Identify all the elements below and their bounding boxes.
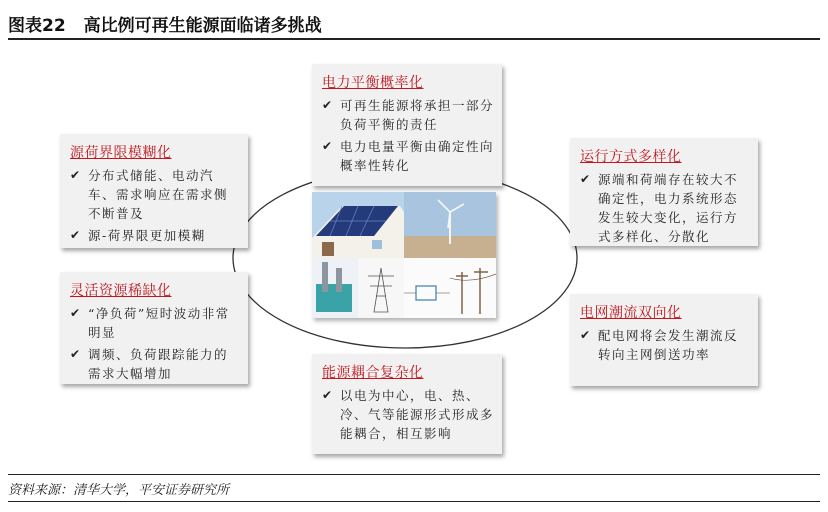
check-icon: ✔ (70, 168, 82, 182)
box-grid-power-flow (570, 294, 758, 386)
energy-illustration (312, 192, 496, 318)
box-title: 能源耦合复杂化 (322, 365, 424, 381)
check-icon: ✔ (70, 306, 82, 320)
check-icon: ✔ (70, 347, 82, 361)
source-text: 资料来源：清华大学，平安证券研究所 (8, 482, 230, 498)
figure-number: 图表22 (8, 15, 66, 36)
box-flexible-resources (60, 272, 248, 384)
box-title: 源荷界限模糊化 (70, 145, 172, 161)
list-item: ✔ 可再生能源将承担一部分负荷平衡的责任 (322, 98, 495, 132)
figure-source (8, 474, 820, 502)
check-icon: ✔ (580, 328, 592, 342)
box-energy-coupling (312, 354, 502, 454)
check-icon: ✔ (70, 228, 82, 242)
list-item: ✔ 源端和荷端存在较大不确定性，电力系统形态发生较大变化，运行方式多样化、分散化 (580, 172, 739, 244)
list-item: ✔ 电力电量平衡由确定性向概率性转化 (322, 139, 495, 173)
list-item: ✔ 源-荷界限更加模糊 (70, 228, 206, 243)
box-operation-mode (570, 138, 758, 246)
box-title: 灵活资源稀缺化 (70, 283, 172, 299)
check-icon: ✔ (322, 98, 334, 112)
box-title: 电网潮流双向化 (580, 305, 682, 321)
box-power-balance (312, 64, 502, 186)
box-title: 运行方式多样化 (580, 149, 682, 165)
list-item: ✔ 配电网将会发生潮流反转向主网倒送功率 (580, 328, 739, 362)
check-icon: ✔ (322, 388, 334, 402)
list-item: ✔ 分布式储能、电动汽车、需求响应在需求侧不断普及 (70, 168, 229, 221)
list-item: ✔ 调频、负荷跟踪能力的需求大幅增加 (70, 347, 229, 381)
check-icon: ✔ (580, 172, 592, 186)
energy-photo-collage (312, 192, 496, 318)
box-source-load-boundary (60, 134, 248, 248)
box-title: 电力平衡概率化 (322, 75, 424, 91)
check-icon: ✔ (322, 139, 334, 153)
list-item: ✔ “净负荷”短时波动非常明显 (70, 306, 230, 340)
figure-title: 高比例可再生能源面临诸多挑战 (83, 15, 322, 36)
list-item: ✔ 以电为中心，电、热、冷、气等能源形式形成多能耦合，相互影响 (322, 388, 495, 441)
